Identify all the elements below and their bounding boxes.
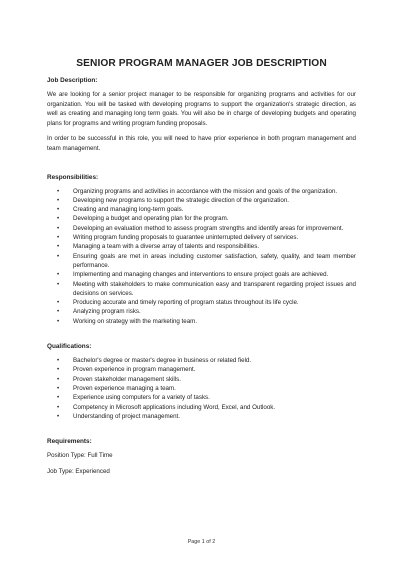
page-title: SENIOR PROGRAM MANAGER JOB DESCRIPTION — [76, 58, 327, 69]
job-description-paragraph-2: In order to be successful in this role, you will need to have prior experience in both program management and team management. — [47, 135, 356, 152]
bullet-icon: • — [57, 308, 60, 316]
list-item: • Proven experience managing a team. — [57, 384, 176, 392]
bullet-icon: • — [57, 252, 60, 260]
bullet-icon: • — [57, 280, 60, 288]
list-item: • Proven stakeholder management skills. — [57, 375, 181, 383]
qualifications-list — [47, 356, 356, 421]
list-item: • Competency in Microsoft applications including Word, Excel, and Outlook. — [57, 403, 276, 411]
list-item: • Meeting with stakeholders to make communication easy and transparent regarding project issues and decisions on services. — [57, 280, 356, 297]
list-item: • Implementing and managing changes and interventions to ensure project goals are achieved. — [57, 271, 329, 279]
list-item: • Developing new programs to support the strategic direction of the organization. — [57, 196, 289, 204]
bullet-icon: • — [57, 234, 60, 242]
job-description-paragraph-1: We are looking for a senior project manager to be responsible for organizing programs and activities for our organization. You will be tasked with developing programs to support the organization's strategic direction, as well as creating and managing long term goals. You will also be in charge of developing budgets and operating plans for programs and writing program funding proposals. — [47, 91, 356, 127]
list-item: • Managing a team with a diverse array of talents and responsibilities. — [57, 243, 260, 251]
responsibilities-heading: Responsibilities: — [47, 173, 99, 181]
bullet-icon: • — [57, 357, 60, 365]
bullet-icon: • — [57, 215, 60, 223]
page-footer: Page 1 of 2 — [187, 539, 216, 545]
bullet-icon: • — [57, 317, 60, 325]
list-item: • Analyzing program risks. — [57, 308, 141, 316]
bullet-icon: • — [57, 224, 60, 232]
list-item: • Working on strategy with the marketing team. — [57, 317, 198, 325]
bullet-icon: • — [57, 403, 60, 411]
list-item: • Understanding of project management. — [57, 412, 180, 420]
list-item: • Developing an evaluation method to assess program strengths and identify areas for improvement. — [57, 224, 344, 232]
bullet-icon: • — [57, 394, 60, 402]
position-type: Position Type: Full Time — [47, 452, 113, 460]
list-item: • Producing accurate and timely reporting of program status throughout its life cycle. — [57, 299, 299, 307]
bullet-icon: • — [57, 187, 60, 195]
list-item: • Developing a budget and operating plan for the program. — [57, 215, 229, 223]
bullet-icon: • — [57, 299, 60, 307]
bullet-icon: • — [57, 271, 60, 279]
list-item: • Ensuring goals are met in areas including customer satisfaction, safety, quality, and team member performance. — [57, 252, 356, 269]
list-item: • Bachelor's degree or master's degree in business or related field. — [57, 357, 252, 365]
bullet-icon: • — [57, 384, 60, 392]
qualifications-heading: Qualifications: — [47, 343, 92, 351]
bullet-icon: • — [57, 196, 60, 204]
bullet-icon: • — [57, 375, 60, 383]
list-item: • Experience using computers for a variety of tasks. — [57, 394, 210, 402]
requirements-heading: Requirements: — [47, 438, 92, 446]
list-item: • Creating and managing long-term goals. — [57, 206, 184, 214]
list-item: • Writing program funding proposals to guarantee uninterrupted delivery of services. — [57, 234, 299, 242]
responsibilities-list — [47, 187, 356, 326]
list-item: • Proven experience in program management. — [57, 366, 196, 374]
bullet-icon: • — [57, 366, 60, 374]
list-item: • Organizing programs and activities in accordance with the mission and goals of the organization. — [57, 187, 338, 195]
job-description-heading: Job Description: — [47, 77, 98, 84]
bullet-icon: • — [57, 206, 60, 214]
job-type: Job Type: Experienced — [47, 467, 110, 475]
bullet-icon: • — [57, 412, 60, 420]
bullet-icon: • — [57, 243, 60, 251]
